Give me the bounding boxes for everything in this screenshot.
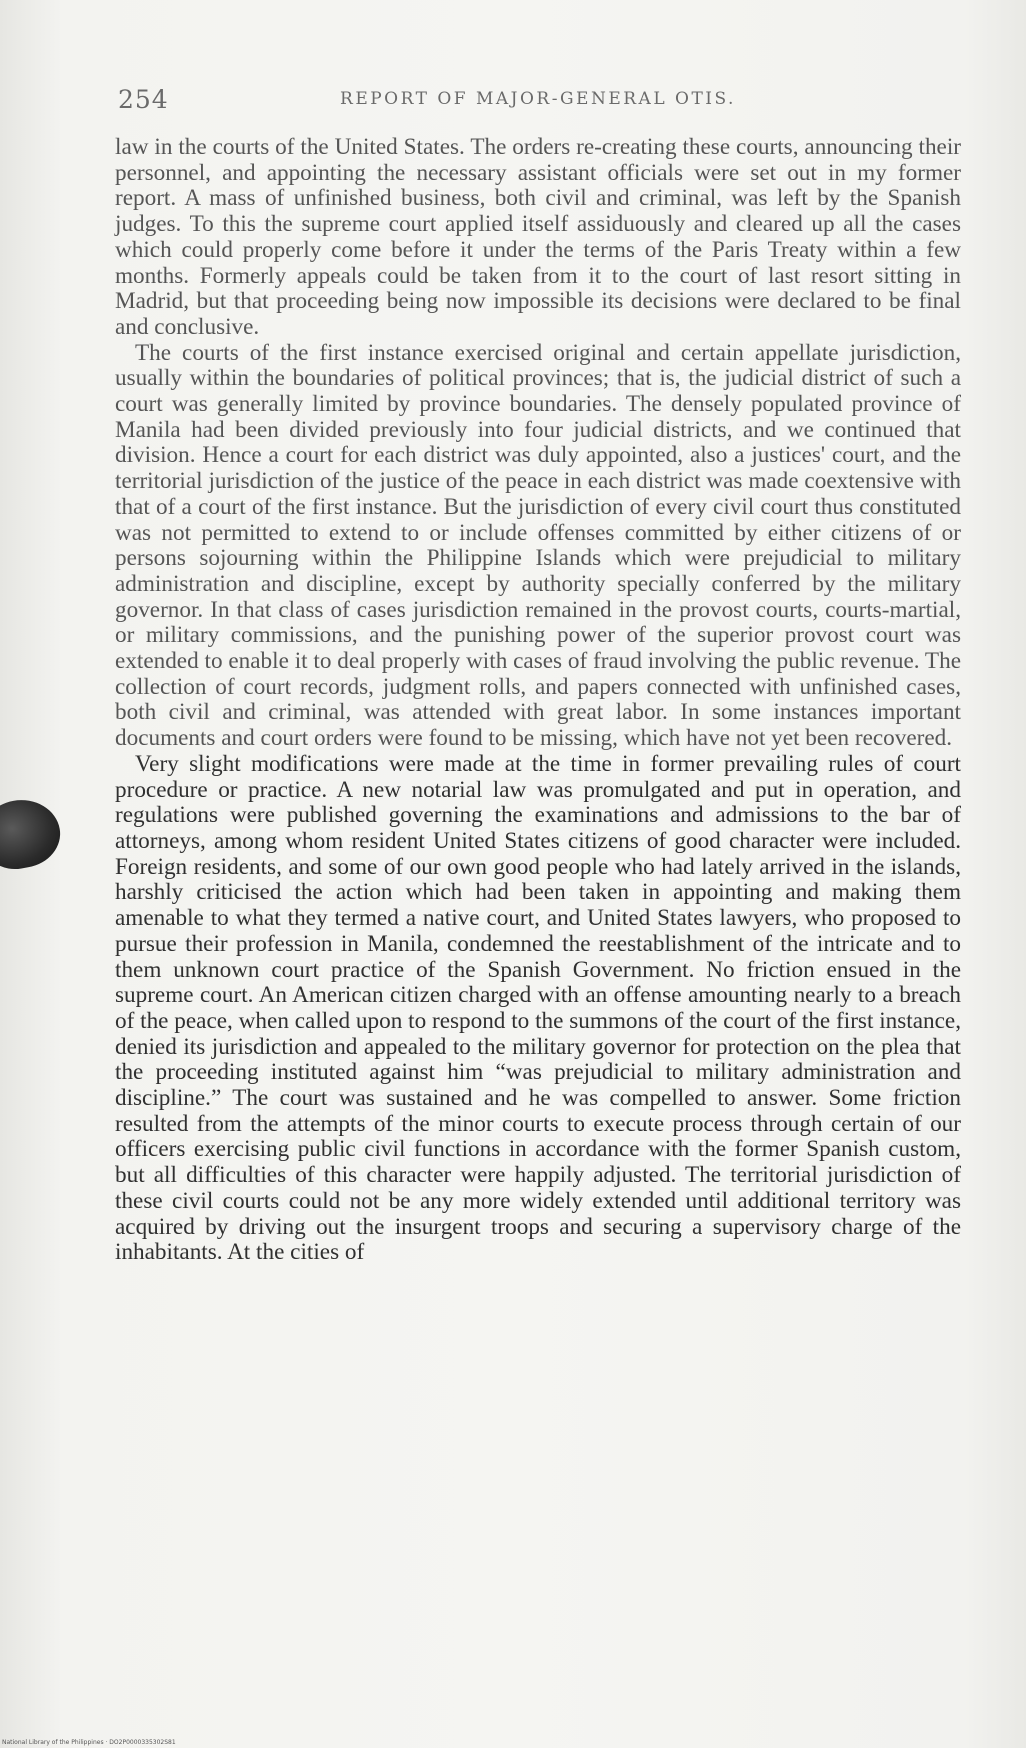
body-text <box>115 135 961 1266</box>
running-head <box>118 85 958 115</box>
paragraph-1: law in the courts of the United States. The orders re-creating these courts, announcing their personnel, and appointing the necessary assistant officials were set out in my former report. A mass of unfinished business, both civil and criminal, was left by the Spanish judges. To this the supreme court applied itself assiduously and cleared up all the cases which could properly come before it under the terms of the Paris Treaty within a few months. Formerly appeals could be taken from it to the court of last resort sitting in Madrid, but that proceeding being now impossible its decisions were declared to be final and conclusive. <box>115 134 961 340</box>
thumb-shadow <box>0 794 65 875</box>
page-number: 254 <box>118 85 169 114</box>
page-header-title: REPORT OF MAJOR-GENERAL OTIS. <box>340 89 736 109</box>
paragraph-2: The courts of the first instance exercised original and certain appellate jurisdiction, usually within the boundaries of political provinces; that is, the judicial district of such a court was generally limited by province boundaries. The densely populated province of Manila had been divided previously into four judicial districts, and we continued that division. Hence a court for each district was duly appointed, also a justices' court, and the territorial jurisdiction of the justice of the peace in each district was made coextensive with that of a court of the first instance. But the jurisdiction of every civil court thus constituted was not permitted to extend to or include offenses committed by either citizens of or persons sojourning within the Philippine Islands which were prejudicial to military administration and discipline, except by authority specially conferred by the military governor. In that class of cases jurisdiction remained in the provost courts, courts-martial, or military commissions, and the punishing power of the superior provost court was extended to enable it to deal properly with cases of fraud involving the public revenue. The collection of court records, judgment rolls, and papers connected with unfinished cases, both civil and criminal, was attended with great labor. In some instances important documents and court orders were found to be missing, which have not yet been recovered. <box>115 339 961 752</box>
paragraph-3: Very slight modifications were made at the time in former prevailing rules of court procedure or practice. A new notarial law was promulgated and put in operation, and regulations were published governing the examinations and admissions to the bar of attorneys, among whom resident United States citizens of good character were included. Foreign residents, and some of our own good people who had lately arrived in the islands, harshly criticised the action which had been taken in appointing and making them amenable to what they termed a native court, and United States lawyers, who proposed to pursue their profession in Manila, condemned the reestablishment of the intricate and to them unknown court practice of the Spanish Government. No friction ensued in the supreme court. An American citizen charged with an offense amounting nearly to a breach of the peace, when called upon to respond to the summons of the court of the first instance, denied its jurisdiction and appealed to the military governor for protection on the plea that the proceeding instituted against him “was prejudicial to military administration and discipline.” The court was sustained and he was compelled to answer. Some friction resulted from the attempts of the minor courts to execute process through certain of our officers exercising public civil functions in accordance with the former Spanish custom, but all difficulties of this character were happily adjusted. The territorial jurisdiction of these civil courts could not be any more widely extended until additional territory was acquired by driving out the insurgent troops and securing a supervisory charge of the inhabitants. At the cities of <box>115 750 961 1266</box>
footer-credit: National Library of the Philippines · DO2P0000335302S81 <box>2 1739 176 1746</box>
